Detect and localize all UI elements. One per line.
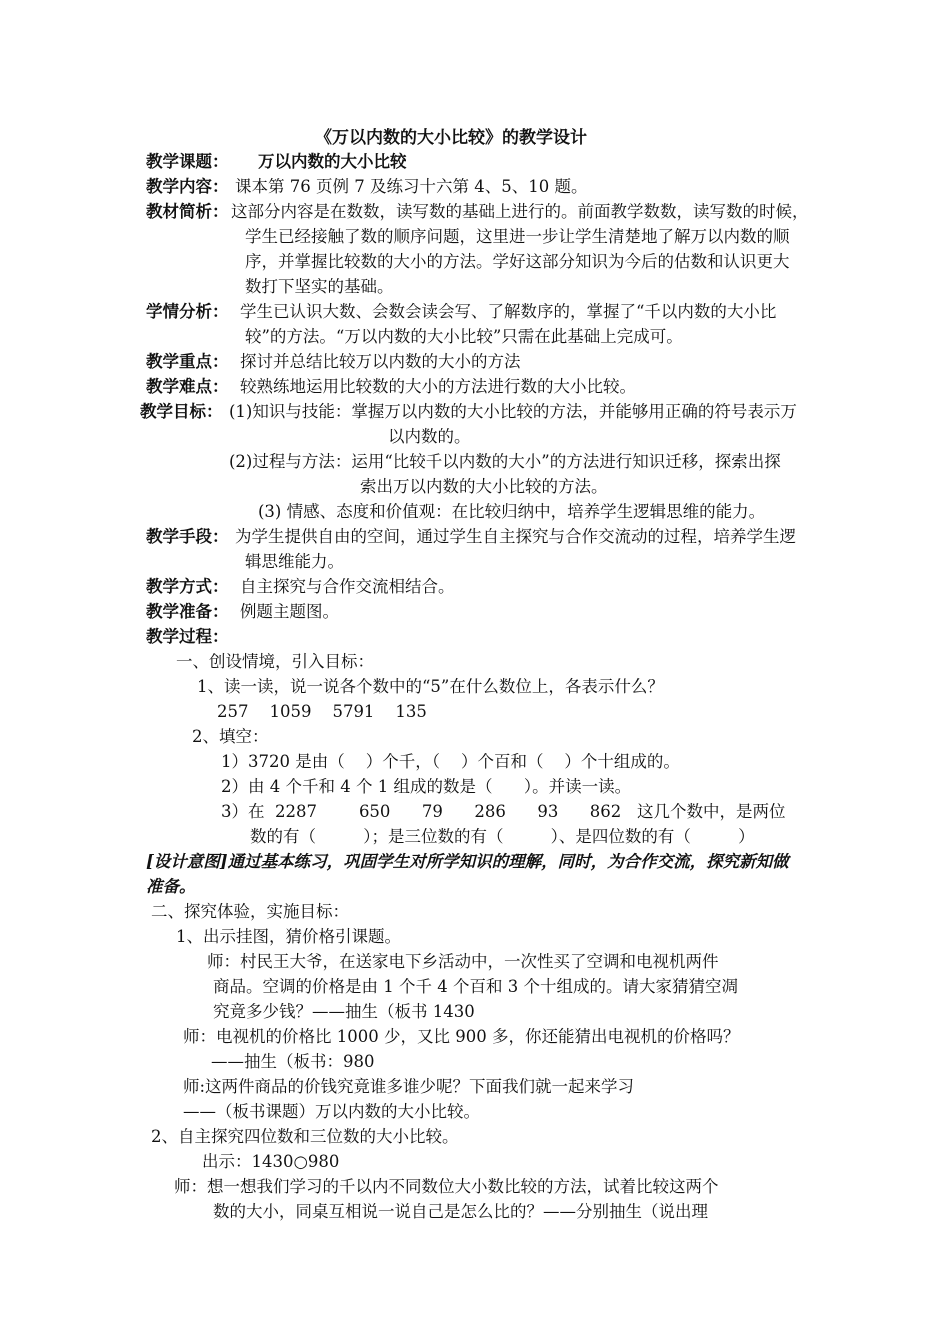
design-intent-line-2: 准备。 [146,877,196,896]
material-line-3: 序，并掌握比较数的大小的方法。学好这部分知识为今后的估数和认识更大 [245,252,790,271]
part2-t1-line-2: 商品。空调的价格是由 1 个千 4 个百和 3 个十组成的。请大家猜猜空凋 [213,977,738,996]
part1-q2: 2、填空： [192,727,269,746]
part2-t1-line-3: 究竟多少钱？——抽生（板书 1430 [213,1002,475,1021]
part1-q2-2: 2）由 4 个千和 4 个 1 组成的数是（ ）。并读一读。 [221,777,632,796]
part2-heading: 二、探究体验，实施目标： [151,902,349,921]
difficulty-label: 教学难点： [146,377,229,396]
goals-line-2: 以内数的。 [388,427,471,446]
part2-t4-line-1: 师：想一想我们学习的千以内不同数位大小数比较的方法，试着比较这两个 [174,1177,719,1196]
part2-t4-line-2: 数的大小，同桌互相说一说自己是怎么比的？——分别抽生（说出理 [213,1202,708,1221]
design-intent-line-1: [设计意图]通过基本练习，巩固学生对所学知识的理解，同时，为合作交流，探究新知做 [146,852,789,871]
content-label: 教学内容： [146,177,229,196]
part1-q1: 1、读一读，说一说各个数中的“5”在什么数位上，各表示什么？ [197,677,664,696]
process-label: 教学过程： [146,627,229,646]
part1-q2-3a: 3）在 2287 650 79 286 93 862 这几个数中，是两位 [221,802,786,821]
part1-heading: 一、创设情境，引入目标： [176,652,374,671]
part2-s2: 2、自主探究四位数和三位数的大小比较。 [151,1127,459,1146]
part2-t2-line-1: 师：电视机的价格比 1000 少，又比 900 多，你还能猜出电视机的价格吗？ [183,1027,740,1046]
part2-t3-line-2: ——（板书课题）万以内数的大小比较。 [183,1102,480,1121]
goals-line-5: (3) 情感、态度和价值观：在比较归纳中，培养学生逻辑思维的能力。 [258,502,766,521]
part2-s1: 1、出示挂图，猜价格引课题。 [176,927,401,946]
key-point-label: 教学重点： [146,352,229,371]
difficulty-value: 较熟练地运用比较数的大小的方法进行数的大小比较。 [240,377,636,396]
part1-q1-numbers: 257 1059 5791 135 [217,702,427,721]
part2-t3-line-1: 师:这两件商品的价钱究竟谁多谁少呢？下面我们就一起来学习 [183,1077,635,1096]
material-label: 教材简析： [146,202,229,221]
prep-label: 教学准备： [146,602,229,621]
method-value: 自主探究与合作交流相结合。 [240,577,455,596]
goals-line-3: (2)过程与方法：运用“比较千以内数的大小”的方法进行知识迁移，探索出探 [229,452,781,471]
course-label: 教学课题： [146,152,229,171]
key-point-value: 探讨并总结比较万以内数的大小的方法 [240,352,521,371]
course-value: 万以内数的大小比较 [258,152,407,171]
means-line-1: 为学生提供自由的空间，通过学生自主探究与合作交流动的过程，培养学生逻 [235,527,796,546]
students-line-1: 学生已认识大数、会数会读会写、了解数序的，掌握了“千以内数的大小比 [240,302,777,321]
material-line-4: 数打下坚实的基础。 [245,277,394,296]
page-title: 《万以内数的大小比较》的教学设计 [315,128,587,148]
means-line-2: 辑思维能力。 [245,552,344,571]
content-value: 课本第 76 页例 7 及练习十六第 4、5、10 题。 [235,177,588,196]
material-line-2: 学生已经接触了数的顺序问题，这里进一步让学生清楚地了解万以内数的顺 [245,227,790,246]
students-line-2: 较”的方法。“万以内数的大小比较”只需在此基础上完成可。 [245,327,683,346]
part1-q2-1: 1）3720 是由（ ）个千，（ ）个百和（ ）个十组成的。 [221,752,680,771]
part2-t1-line-1: 师：村民王大爷，在送家电下乡活动中，一次性买了空调和电视机两件 [207,952,719,971]
goals-line-1: (1)知识与技能：掌握万以内数的大小比较的方法，并能够用正确的符号表示万 [229,402,797,421]
method-label: 教学方式： [146,577,229,596]
part1-q2-3b: 数的有（ ）；是三位数的有（ ）、是四位数的有（ ） [250,827,755,846]
part2-show: 出示：1430○980 [202,1152,340,1171]
goals-label: 教学目标： [140,402,223,421]
means-label: 教学手段： [146,527,229,546]
material-line-1: 这部分内容是在数数，读写数的基础上进行的。前面教学数数，读写数的时候， [231,202,809,221]
students-label: 学情分析： [146,302,229,321]
prep-value: 例题主题图。 [240,602,339,621]
part2-t2-line-2: ——抽生（板书：980 [211,1052,375,1071]
goals-line-4: 索出万以内数的大小比较的方法。 [360,477,608,496]
